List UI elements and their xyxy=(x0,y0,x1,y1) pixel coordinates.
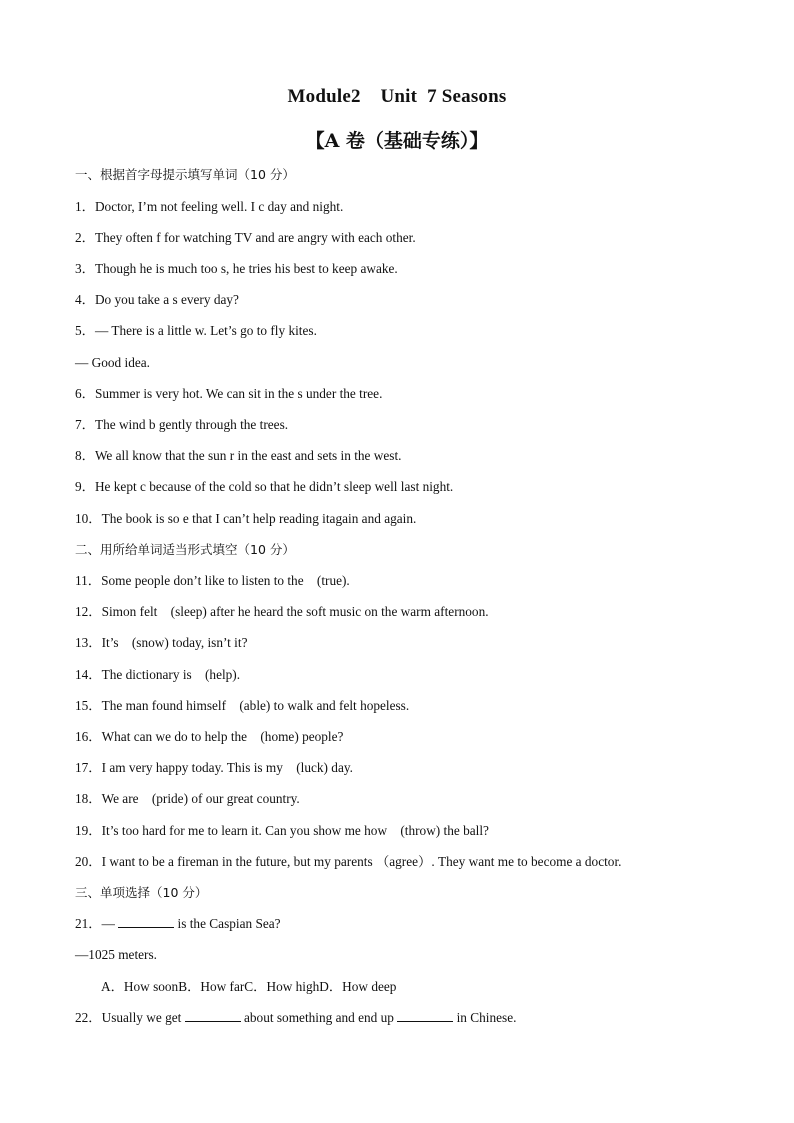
question-21-end: is the Caspian Sea? xyxy=(174,916,281,931)
answer-blank xyxy=(118,915,174,928)
question-21-start: 21．— xyxy=(75,916,119,931)
question-21 xyxy=(75,915,281,933)
answer-blank xyxy=(185,1009,241,1022)
section-heading-1: 一、根据首字母提示填写单词（10 分） xyxy=(75,167,295,182)
question-6: 6．Summer is very hot. We can sit in the s under the tree. xyxy=(75,386,383,401)
question-7: 7．The wind b gently through the trees. xyxy=(75,417,289,432)
question-17: 17．I am very happy today. This is my (luck) day. xyxy=(75,760,353,775)
question-15: 15．The man found himself (able) to walk and felt hopeless. xyxy=(75,698,410,713)
question-5: 5．— There is a little w. Let’s go to fly kites. xyxy=(75,323,317,338)
page-subtitle: 【A 卷（基础专练）】 xyxy=(305,130,489,152)
question-8: 8．We all know that the sun r in the east and sets in the west. xyxy=(75,448,402,463)
question-9: 9．He kept c because of the cold so that he didn’t sleep well last night. xyxy=(75,479,454,494)
page-title: Module2 Unit 7 Seasons xyxy=(287,86,507,107)
question-16: 16．What can we do to help the (home) people? xyxy=(75,729,344,744)
section-heading-3: 三、单项选择（10 分） xyxy=(75,885,208,900)
question-22 xyxy=(75,1009,516,1027)
question-19: 19．It’s too hard for me to learn it. Can you show me how (throw) the ball? xyxy=(75,823,489,838)
question-21-reply: —1025 meters. xyxy=(75,947,157,962)
question-18: 18．We are (pride) of our great country. xyxy=(75,791,300,806)
question-13: 13．It’s (snow) today, isn’t it? xyxy=(75,635,248,650)
question-20: 20．I want to be a fireman in the future, but my parents （agree）. They want me to become a doctor. xyxy=(75,854,622,869)
question-3: 3．Though he is much too s, he tries his best to keep awake. xyxy=(75,261,398,276)
question-12: 12．Simon felt (sleep) after he heard the soft music on the warm afternoon. xyxy=(75,604,489,619)
question-21-options: A．How soonB．How farC．How highD．How deep xyxy=(101,979,397,994)
question-2: 2．They often f for watching TV and are angry with each other. xyxy=(75,230,416,245)
question-4: 4．Do you take a s every day? xyxy=(75,292,239,307)
question-1: 1．Doctor, I’m not feeling well. I c day and night. xyxy=(75,199,344,214)
question-22-start: 22．Usually we get xyxy=(75,1010,185,1025)
question-14: 14．The dictionary is (help). xyxy=(75,667,241,682)
answer-blank xyxy=(397,1009,453,1022)
question-22-end: in Chinese. xyxy=(453,1010,517,1025)
question-11: 11．Some people don’t like to listen to the (true). xyxy=(75,573,350,588)
question-22-middle: about something and end up xyxy=(240,1010,398,1025)
section-heading-2: 二、用所给单词适当形式填空（10 分） xyxy=(75,542,295,557)
question-5-reply: — Good idea. xyxy=(75,355,150,370)
question-10: 10．The book is so e that I can’t help reading itagain and again. xyxy=(75,511,417,526)
